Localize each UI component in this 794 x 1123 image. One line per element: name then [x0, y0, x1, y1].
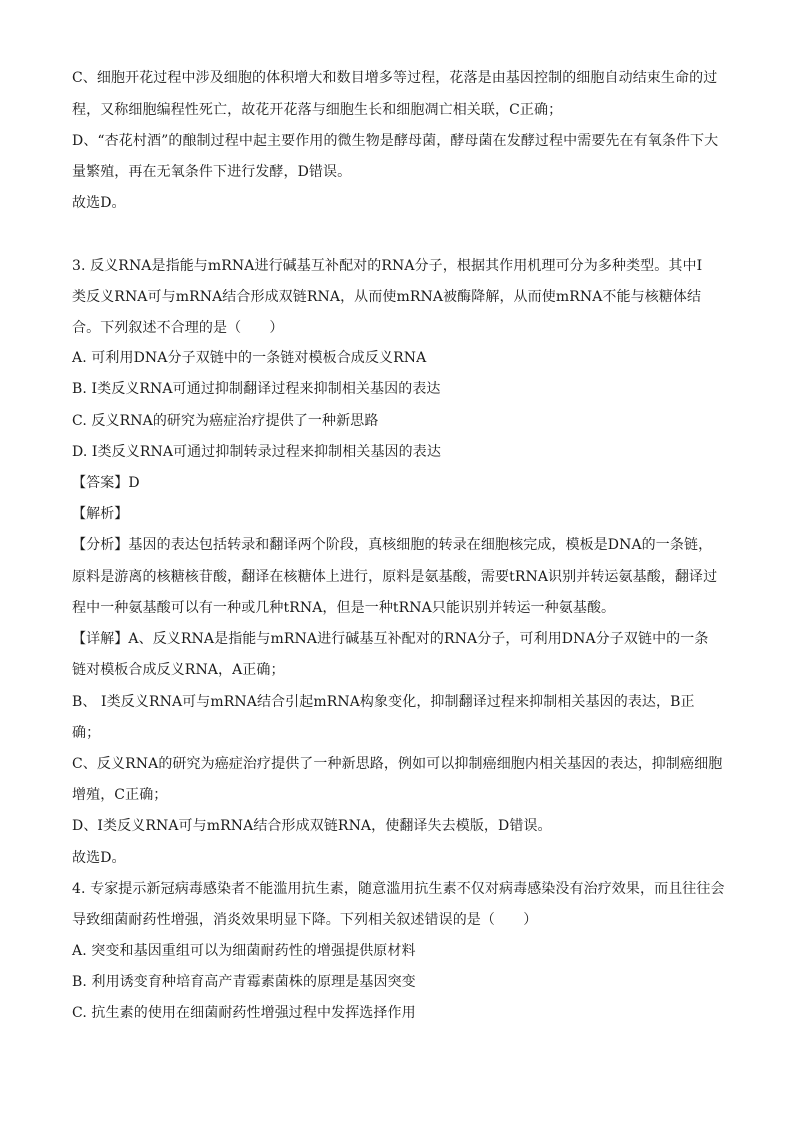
paragraph-line: 【详解】A、反义RNA是指能与mRNA进行碱基互补配对的RNA分子，可利用DNA分子双链中的一条 [72, 631, 709, 647]
paragraph-line: C、细胞开花过程中涉及细胞的体积增大和数目增多等过程，花落是由基因控制的细胞自动结束生命的过 [72, 70, 718, 86]
question-stem-line: 3. 反义RNA是指能与mRNA进行碱基互补配对的RNA分子，根据其作用机理可分为多种类型。其中I [72, 258, 703, 274]
paragraph-line: 增殖，C正确； [72, 787, 168, 803]
paragraph-line: 【分析】基因的表达包括转录和翻译两个阶段，真核细胞的转录在细胞核完成，模板是DNA的一条链， [72, 537, 713, 553]
paragraph-line: D、I类反义RNA可与mRNA结合形成双链RNA，使翻译失去模版，D错误。 [72, 818, 552, 834]
paragraph-line: C、反义RNA的研究为癌症治疗提供了一种新思路，例如可以抑制癌细胞内相关基因的表达，抑制癌细胞 [72, 756, 723, 772]
paragraph-line: 确； [72, 725, 101, 741]
option-a: A. 突变和基因重组可以为细菌耐药性的增强提供原材料 [72, 943, 416, 959]
paragraph-line: D、“杏花村酒”的酿制过程中起主要作用的微生物是酵母菌，酵母菌在发酵过程中需要先在有氧条件下大 [72, 133, 719, 149]
conclusion-line: 故选D。 [72, 850, 126, 866]
paragraph-line: 程中一种氨基酸可以有一种或几种tRNA，但是一种tRNA只能识别并转运一种氨基酸。 [72, 600, 616, 616]
paragraph-line: 链对模板合成反义RNA，A正确； [72, 662, 285, 678]
answer-line: 【答案】D [72, 475, 140, 491]
option-c: C. 反义RNA的研究为癌症治疗提供了一种新思路 [72, 413, 379, 429]
option-a: A. 可利用DNA分子双链中的一条链对模板合成反义RNA [72, 350, 427, 366]
question-stem-line: 导致细菌耐药性增强，消炎效果明显下降。下列相关叙述错误的是（ ） [72, 912, 538, 928]
paragraph-line: 程，又称细胞编程性死亡，故花开花落与细胞生长和细胞凋亡相关联，C正确； [72, 102, 563, 118]
option-d: D. I类反义RNA可通过抑制转录过程来抑制相关基因的表达 [72, 444, 441, 460]
option-b: B. 利用诱变育种培育高产青霉素菌株的原理是基因突变 [72, 974, 416, 990]
conclusion-line: 故选D。 [72, 195, 126, 211]
option-c: C. 抗生素的使用在细菌耐药性增强过程中发挥选择作用 [72, 1005, 416, 1021]
analysis-heading: 【解析】 [72, 506, 129, 522]
question-stem-line: 类反义RNA可与mRNA结合形成双链RNA，从而使mRNA被酶降解，从而使mRNA不能与核糖体结 [72, 289, 702, 305]
option-b: B. I类反义RNA可通过抑制翻译过程来抑制相关基因的表达 [72, 381, 441, 397]
paragraph-line: 量繁殖，再在无氧条件下进行发酵，D错误。 [72, 164, 352, 180]
question-stem-line: 合。下列叙述不合理的是（ ） [72, 320, 284, 336]
question-stem-line: 4. 专家提示新冠病毒感染者不能滥用抗生素，随意滥用抗生素不仅对病毒感染没有治疗效果，而且往往会 [72, 881, 725, 897]
paragraph-line: 原料是游离的核糖核苷酸，翻译在核糖体上进行，原料是氨基酸，需要tRNA识别并转运氨基酸，翻译过 [72, 569, 718, 585]
paragraph-line: B、 I类反义RNA可与mRNA结合引起mRNA构象变化，抑制翻译过程来抑制相关基因的表达，B正 [72, 694, 695, 710]
